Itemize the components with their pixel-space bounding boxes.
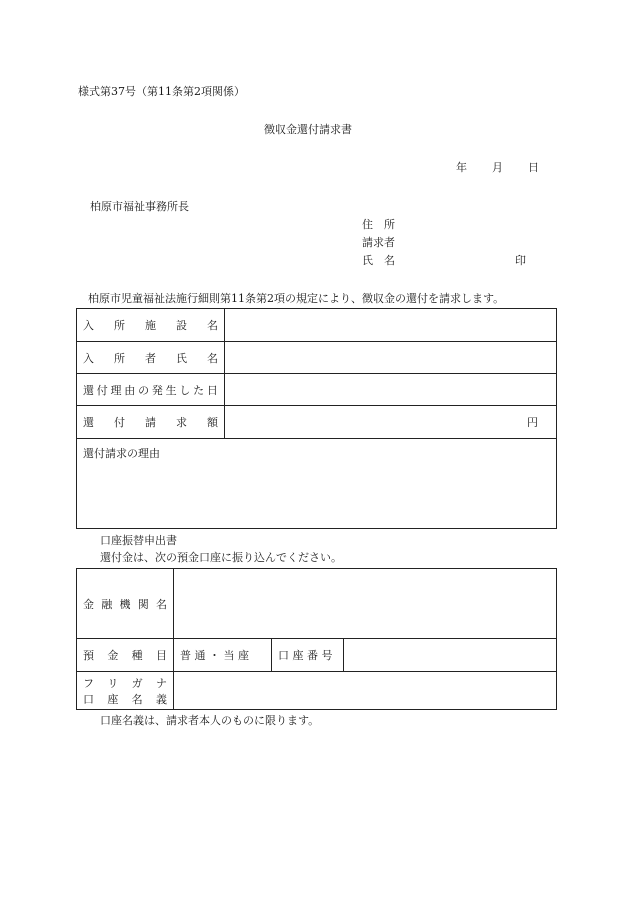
account-number-field[interactable]	[344, 639, 557, 672]
refund-table	[76, 308, 557, 529]
deposit-type-label: 預 金 種 目	[83, 649, 167, 662]
bank-label: 金 融 機 関 名	[83, 597, 167, 611]
footnote: 口座名義は、請求者本人のものに限ります。	[100, 714, 320, 727]
form-number: 様式第37号（第11条第2項関係）	[78, 85, 245, 98]
name-label: 氏 名	[362, 254, 395, 267]
address-label: 住 所	[362, 218, 395, 231]
amount-label: 還 付 請 求 額	[83, 416, 218, 429]
yen-unit: 円	[527, 416, 538, 429]
deposit-type-field[interactable]	[174, 639, 272, 672]
resident-field[interactable]	[225, 342, 557, 374]
date-day: 日	[528, 161, 539, 174]
resident-label: 入 所 者 氏 名	[83, 351, 218, 365]
facility-field[interactable]	[225, 309, 557, 342]
claimant-label: 請求者	[362, 236, 395, 249]
reason-label: 還付請求の理由	[83, 447, 160, 460]
intro-text: 柏原市児童福祉法施行細則第11条第2項の規定により、徴収金の還付を請求します。	[88, 292, 505, 305]
holder-field[interactable]	[174, 672, 557, 710]
date-year: 年	[456, 161, 467, 174]
transfer-instruction: 還付金は、次の預金口座に振り込んでください。	[100, 551, 342, 564]
furigana-label: フ リ ガ ナ	[83, 676, 167, 690]
deposit-type-options: 普 通 ・ 当 座	[180, 649, 249, 662]
date-month: 月	[492, 161, 503, 174]
occurrence-field[interactable]	[225, 374, 557, 406]
bank-field[interactable]	[174, 569, 557, 639]
occurrence-label: 還 付 理 由 の 発 生 し た 日	[83, 383, 218, 397]
reason-field[interactable]	[77, 439, 557, 529]
facility-label: 入 所 施 設 名	[83, 319, 218, 332]
account-number-label: 口 座 番 号	[278, 649, 333, 662]
bank-table	[76, 568, 557, 710]
seal-mark: 印	[515, 254, 526, 267]
addressee: 柏原市福祉事務所長	[90, 200, 189, 213]
transfer-heading: 口座振替申出書	[100, 534, 177, 547]
page-title: 徴収金還付請求書	[264, 123, 352, 136]
holder-label: 口 座 名 義	[83, 692, 167, 706]
amount-field[interactable]	[225, 406, 557, 439]
